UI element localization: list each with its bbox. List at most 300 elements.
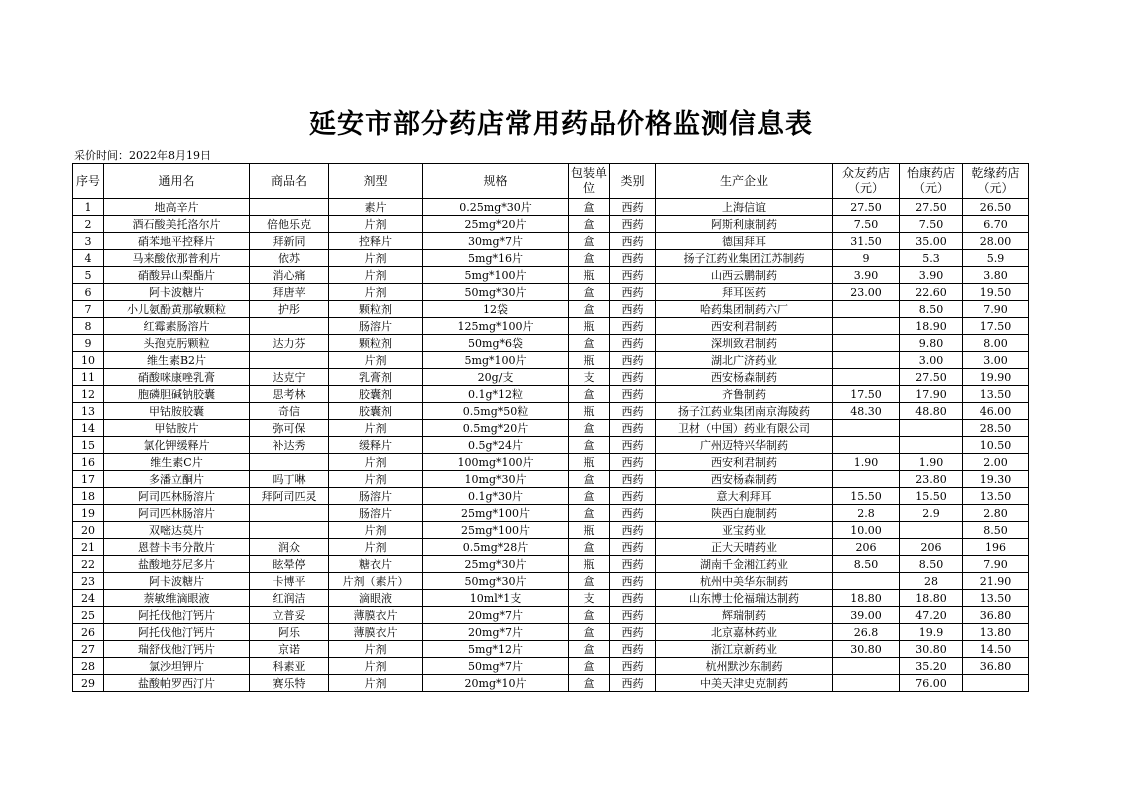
cell-price-yikang — [900, 420, 963, 437]
cell-price-qianyuan: 19.50 — [963, 284, 1029, 301]
cell-brand-name: 拜新同 — [250, 233, 329, 250]
cell-generic-name: 萘敏维滴眼液 — [104, 590, 250, 607]
cell-generic-name: 维生素C片 — [104, 454, 250, 471]
cell-generic-name: 硝酸异山梨酯片 — [104, 267, 250, 284]
cell-pack-unit: 瓶 — [569, 556, 610, 573]
cell-price-yikang: 7.50 — [900, 216, 963, 233]
table-row — [73, 318, 1029, 335]
cell-spec: 25mg*100片 — [423, 522, 569, 539]
cell-pack-unit: 盒 — [569, 675, 610, 692]
header-seq: 序号 — [73, 164, 104, 199]
cell-price-qianyuan: 8.50 — [963, 522, 1029, 539]
table-row — [73, 199, 1029, 216]
cell-seq: 1 — [73, 199, 104, 216]
cell-manufacturer: 杭州中美华东制药 — [656, 573, 833, 590]
cell-manufacturer: 扬子江药业集团南京海陵药 — [656, 403, 833, 420]
cell-dosage-form: 胶囊剂 — [329, 403, 423, 420]
cell-price-zhongyou — [833, 471, 900, 488]
cell-price-qianyuan: 7.90 — [963, 556, 1029, 573]
cell-seq: 16 — [73, 454, 104, 471]
cell-category: 西药 — [610, 250, 656, 267]
cell-spec: 0.1g*12粒 — [423, 386, 569, 403]
cell-seq: 21 — [73, 539, 104, 556]
cell-manufacturer: 阿斯利康制药 — [656, 216, 833, 233]
cell-brand-name: 科素亚 — [250, 658, 329, 675]
header-manufacturer: 生产企业 — [656, 164, 833, 199]
cell-seq: 23 — [73, 573, 104, 590]
cell-category: 西药 — [610, 352, 656, 369]
cell-dosage-form: 片剂 — [329, 471, 423, 488]
table-row — [73, 505, 1029, 522]
cell-brand-name: 消心痛 — [250, 267, 329, 284]
cell-spec: 5mg*12片 — [423, 641, 569, 658]
cell-brand-name: 润众 — [250, 539, 329, 556]
cell-seq: 24 — [73, 590, 104, 607]
cell-price-qianyuan: 3.80 — [963, 267, 1029, 284]
cell-category: 西药 — [610, 369, 656, 386]
cell-category: 西药 — [610, 403, 656, 420]
cell-manufacturer: 深圳致君制药 — [656, 335, 833, 352]
cell-generic-name: 头孢克肟颗粒 — [104, 335, 250, 352]
cell-manufacturer: 意大利拜耳 — [656, 488, 833, 505]
cell-pack-unit: 盒 — [569, 233, 610, 250]
cell-generic-name: 双嘧达莫片 — [104, 522, 250, 539]
cell-seq: 8 — [73, 318, 104, 335]
cell-price-yikang: 23.80 — [900, 471, 963, 488]
cell-price-zhongyou: 30.80 — [833, 641, 900, 658]
cell-spec: 12袋 — [423, 301, 569, 318]
cell-price-yikang: 18.80 — [900, 590, 963, 607]
cell-price-qianyuan: 7.90 — [963, 301, 1029, 318]
cell-brand-name: 弥可保 — [250, 420, 329, 437]
cell-brand-name: 达力芬 — [250, 335, 329, 352]
cell-pack-unit: 瓶 — [569, 454, 610, 471]
cell-generic-name: 盐酸地芬尼多片 — [104, 556, 250, 573]
cell-pack-unit: 盒 — [569, 505, 610, 522]
cell-generic-name: 阿托伐他汀钙片 — [104, 624, 250, 641]
cell-manufacturer: 正大天晴药业 — [656, 539, 833, 556]
cell-spec: 0.5mg*50粒 — [423, 403, 569, 420]
cell-brand-name — [250, 199, 329, 216]
cell-price-yikang: 5.3 — [900, 250, 963, 267]
cell-dosage-form: 片剂 — [329, 284, 423, 301]
cell-price-qianyuan: 8.00 — [963, 335, 1029, 352]
cell-price-zhongyou: 7.50 — [833, 216, 900, 233]
cell-manufacturer: 辉瑞制药 — [656, 607, 833, 624]
cell-category: 西药 — [610, 624, 656, 641]
table-row — [73, 522, 1029, 539]
cell-price-yikang — [900, 437, 963, 454]
cell-category: 西药 — [610, 641, 656, 658]
cell-manufacturer: 湖北广济药业 — [656, 352, 833, 369]
cell-brand-name: 奇信 — [250, 403, 329, 420]
cell-generic-name: 盐酸帕罗西汀片 — [104, 675, 250, 692]
header-row — [73, 164, 1029, 199]
cell-manufacturer: 上海信谊 — [656, 199, 833, 216]
cell-pack-unit: 支 — [569, 590, 610, 607]
cell-seq: 5 — [73, 267, 104, 284]
cell-spec: 50mg*7片 — [423, 658, 569, 675]
cell-pack-unit: 盒 — [569, 386, 610, 403]
cell-pack-unit: 盒 — [569, 641, 610, 658]
cell-price-zhongyou: 2.8 — [833, 505, 900, 522]
cell-price-qianyuan: 10.50 — [963, 437, 1029, 454]
cell-pack-unit: 盒 — [569, 539, 610, 556]
cell-pack-unit: 瓶 — [569, 267, 610, 284]
cell-brand-name: 思考林 — [250, 386, 329, 403]
table-row — [73, 675, 1029, 692]
header-pack-unit: 包装单位 — [569, 164, 610, 199]
cell-dosage-form: 糖衣片 — [329, 556, 423, 573]
table-row — [73, 216, 1029, 233]
cell-price-qianyuan: 2.80 — [963, 505, 1029, 522]
cell-seq: 22 — [73, 556, 104, 573]
cell-price-zhongyou — [833, 318, 900, 335]
cell-generic-name: 马来酸依那普利片 — [104, 250, 250, 267]
cell-price-zhongyou: 26.8 — [833, 624, 900, 641]
cell-price-yikang: 3.00 — [900, 352, 963, 369]
cell-brand-name: 依苏 — [250, 250, 329, 267]
cell-brand-name — [250, 454, 329, 471]
cell-price-yikang: 22.60 — [900, 284, 963, 301]
cell-manufacturer: 亚宝药业 — [656, 522, 833, 539]
cell-price-qianyuan: 13.80 — [963, 624, 1029, 641]
cell-price-qianyuan: 28.00 — [963, 233, 1029, 250]
cell-price-zhongyou — [833, 335, 900, 352]
cell-spec: 0.5mg*20片 — [423, 420, 569, 437]
cell-price-yikang: 47.20 — [900, 607, 963, 624]
cell-seq: 26 — [73, 624, 104, 641]
table-row — [73, 403, 1029, 420]
cell-dosage-form: 片剂 — [329, 522, 423, 539]
cell-price-yikang: 9.80 — [900, 335, 963, 352]
cell-category: 西药 — [610, 658, 656, 675]
cell-price-zhongyou: 9 — [833, 250, 900, 267]
cell-price-qianyuan: 17.50 — [963, 318, 1029, 335]
cell-manufacturer: 西安杨森制药 — [656, 369, 833, 386]
table-row — [73, 658, 1029, 675]
cell-spec: 50mg*30片 — [423, 284, 569, 301]
cell-brand-name — [250, 318, 329, 335]
cell-manufacturer: 浙江京新药业 — [656, 641, 833, 658]
cell-pack-unit: 盒 — [569, 471, 610, 488]
cell-spec: 10ml*1支 — [423, 590, 569, 607]
cell-generic-name: 阿司匹林肠溶片 — [104, 505, 250, 522]
cell-seq: 12 — [73, 386, 104, 403]
cell-brand-name: 拜唐苹 — [250, 284, 329, 301]
cell-pack-unit: 盒 — [569, 624, 610, 641]
cell-spec: 50mg*30片 — [423, 573, 569, 590]
cell-manufacturer: 广州迈特兴华制药 — [656, 437, 833, 454]
table-row — [73, 539, 1029, 556]
cell-price-yikang: 27.50 — [900, 369, 963, 386]
cell-pack-unit: 盒 — [569, 607, 610, 624]
cell-price-qianyuan: 13.50 — [963, 590, 1029, 607]
cell-price-qianyuan: 2.00 — [963, 454, 1029, 471]
cell-price-zhongyou — [833, 369, 900, 386]
cell-manufacturer: 扬子江药业集团江苏制药 — [656, 250, 833, 267]
cell-category: 西药 — [610, 437, 656, 454]
cell-generic-name: 甲钴胺胶囊 — [104, 403, 250, 420]
cell-generic-name: 阿司匹林肠溶片 — [104, 488, 250, 505]
cell-price-zhongyou: 39.00 — [833, 607, 900, 624]
cell-price-zhongyou: 15.50 — [833, 488, 900, 505]
cell-category: 西药 — [610, 590, 656, 607]
header-store-qianyuan: 乾缘药店（元） — [963, 164, 1029, 199]
cell-dosage-form: 乳膏剂 — [329, 369, 423, 386]
header-spec: 规格 — [423, 164, 569, 199]
cell-price-yikang: 3.90 — [900, 267, 963, 284]
table-row — [73, 488, 1029, 505]
cell-generic-name: 酒石酸美托洛尔片 — [104, 216, 250, 233]
cell-generic-name: 阿卡波糖片 — [104, 573, 250, 590]
page-title: 延安市部分药店常用药品价格监测信息表 — [309, 109, 813, 140]
cell-category: 西药 — [610, 284, 656, 301]
cell-price-qianyuan: 28.50 — [963, 420, 1029, 437]
cell-brand-name: 赛乐特 — [250, 675, 329, 692]
table-row — [73, 607, 1029, 624]
cell-manufacturer: 山西云鹏制药 — [656, 267, 833, 284]
cell-price-qianyuan: 13.50 — [963, 488, 1029, 505]
cell-price-qianyuan: 3.00 — [963, 352, 1029, 369]
cell-dosage-form: 片剂 — [329, 658, 423, 675]
cell-spec: 10mg*30片 — [423, 471, 569, 488]
cell-brand-name: 护彤 — [250, 301, 329, 318]
cell-dosage-form: 肠溶片 — [329, 488, 423, 505]
cell-price-zhongyou — [833, 573, 900, 590]
cell-price-qianyuan — [963, 675, 1029, 692]
cell-generic-name: 硝苯地平控释片 — [104, 233, 250, 250]
cell-seq: 17 — [73, 471, 104, 488]
cell-price-zhongyou — [833, 437, 900, 454]
cell-spec: 20g/支 — [423, 369, 569, 386]
cell-seq: 14 — [73, 420, 104, 437]
cell-category: 西药 — [610, 454, 656, 471]
cell-category: 西药 — [610, 318, 656, 335]
header-dosage-form: 剂型 — [329, 164, 423, 199]
cell-dosage-form: 素片 — [329, 199, 423, 216]
cell-dosage-form: 薄膜衣片 — [329, 607, 423, 624]
cell-dosage-form: 肠溶片 — [329, 318, 423, 335]
cell-price-yikang: 35.20 — [900, 658, 963, 675]
cell-manufacturer: 德国拜耳 — [656, 233, 833, 250]
cell-price-yikang: 18.90 — [900, 318, 963, 335]
cell-price-qianyuan: 13.50 — [963, 386, 1029, 403]
cell-category: 西药 — [610, 471, 656, 488]
cell-generic-name: 地高辛片 — [104, 199, 250, 216]
cell-brand-name: 红润洁 — [250, 590, 329, 607]
cell-category: 西药 — [610, 488, 656, 505]
cell-price-yikang: 27.50 — [900, 199, 963, 216]
cell-brand-name: 眩晕停 — [250, 556, 329, 573]
cell-manufacturer: 北京嘉林药业 — [656, 624, 833, 641]
cell-price-zhongyou — [833, 301, 900, 318]
cell-category: 西药 — [610, 386, 656, 403]
cell-brand-name: 达克宁 — [250, 369, 329, 386]
cell-price-zhongyou: 48.30 — [833, 403, 900, 420]
cell-category: 西药 — [610, 607, 656, 624]
cell-generic-name: 维生素B2片 — [104, 352, 250, 369]
cell-price-qianyuan: 19.30 — [963, 471, 1029, 488]
cell-price-zhongyou: 1.90 — [833, 454, 900, 471]
cell-seq: 7 — [73, 301, 104, 318]
cell-price-qianyuan: 19.90 — [963, 369, 1029, 386]
cell-manufacturer: 卫材（中国）药业有限公司 — [656, 420, 833, 437]
cell-spec: 0.1g*30片 — [423, 488, 569, 505]
header-store-yikang: 怡康药店（元） — [900, 164, 963, 199]
table-row — [73, 386, 1029, 403]
header-category: 类别 — [610, 164, 656, 199]
table-row — [73, 352, 1029, 369]
cell-pack-unit: 盒 — [569, 573, 610, 590]
cell-brand-name: 立普妥 — [250, 607, 329, 624]
cell-generic-name: 瑞舒伐他汀钙片 — [104, 641, 250, 658]
cell-price-qianyuan: 46.00 — [963, 403, 1029, 420]
cell-price-qianyuan: 6.70 — [963, 216, 1029, 233]
cell-price-zhongyou: 23.00 — [833, 284, 900, 301]
cell-dosage-form: 控释片 — [329, 233, 423, 250]
table-row — [73, 641, 1029, 658]
cell-manufacturer: 哈药集团制药六厂 — [656, 301, 833, 318]
cell-seq: 11 — [73, 369, 104, 386]
table-row — [73, 454, 1029, 471]
cell-category: 西药 — [610, 522, 656, 539]
cell-price-yikang: 2.9 — [900, 505, 963, 522]
cell-spec: 20mg*10片 — [423, 675, 569, 692]
cell-category: 西药 — [610, 573, 656, 590]
cell-dosage-form: 片剂 — [329, 539, 423, 556]
cell-brand-name: 吗丁啉 — [250, 471, 329, 488]
cell-price-yikang: 35.00 — [900, 233, 963, 250]
cell-seq: 27 — [73, 641, 104, 658]
cell-pack-unit: 盒 — [569, 437, 610, 454]
cell-price-qianyuan: 14.50 — [963, 641, 1029, 658]
cell-pack-unit: 瓶 — [569, 352, 610, 369]
table-row — [73, 437, 1029, 454]
cell-pack-unit: 盒 — [569, 301, 610, 318]
cell-price-zhongyou — [833, 675, 900, 692]
cell-generic-name: 红霉素肠溶片 — [104, 318, 250, 335]
cell-pack-unit: 盒 — [569, 420, 610, 437]
header-brand-name: 商品名 — [250, 164, 329, 199]
cell-manufacturer: 齐鲁制药 — [656, 386, 833, 403]
cell-seq: 9 — [73, 335, 104, 352]
cell-dosage-form: 片剂 — [329, 454, 423, 471]
cell-seq: 19 — [73, 505, 104, 522]
cell-seq: 10 — [73, 352, 104, 369]
table-row — [73, 573, 1029, 590]
cell-pack-unit: 瓶 — [569, 318, 610, 335]
cell-price-qianyuan: 21.90 — [963, 573, 1029, 590]
cell-price-zhongyou: 31.50 — [833, 233, 900, 250]
cell-spec: 5mg*100片 — [423, 267, 569, 284]
cell-dosage-form: 缓释片 — [329, 437, 423, 454]
table-row — [73, 590, 1029, 607]
cell-seq: 13 — [73, 403, 104, 420]
cell-price-zhongyou: 3.90 — [833, 267, 900, 284]
cell-dosage-form: 滴眼液 — [329, 590, 423, 607]
cell-seq: 20 — [73, 522, 104, 539]
table-row — [73, 284, 1029, 301]
cell-category: 西药 — [610, 556, 656, 573]
cell-category: 西药 — [610, 505, 656, 522]
cell-spec: 20mg*7片 — [423, 607, 569, 624]
cell-manufacturer: 拜耳医药 — [656, 284, 833, 301]
cell-price-yikang: 206 — [900, 539, 963, 556]
cell-price-zhongyou — [833, 352, 900, 369]
cell-price-yikang: 28 — [900, 573, 963, 590]
table-row — [73, 301, 1029, 318]
cell-category: 西药 — [610, 267, 656, 284]
cell-brand-name: 拜阿司匹灵 — [250, 488, 329, 505]
cell-manufacturer: 中美天津史克制药 — [656, 675, 833, 692]
cell-price-zhongyou: 18.80 — [833, 590, 900, 607]
cell-spec: 5mg*16片 — [423, 250, 569, 267]
cell-price-yikang: 76.00 — [900, 675, 963, 692]
table-row — [73, 556, 1029, 573]
cell-seq: 2 — [73, 216, 104, 233]
cell-dosage-form: 片剂 — [329, 420, 423, 437]
table-row — [73, 369, 1029, 386]
cell-price-qianyuan: 36.80 — [963, 658, 1029, 675]
price-table — [72, 163, 1029, 692]
cell-manufacturer: 陕西白鹿制药 — [656, 505, 833, 522]
cell-seq: 29 — [73, 675, 104, 692]
cell-spec: 20mg*7片 — [423, 624, 569, 641]
cell-generic-name: 胞磷胆碱钠胶囊 — [104, 386, 250, 403]
cell-price-qianyuan: 196 — [963, 539, 1029, 556]
table-row — [73, 624, 1029, 641]
header-generic-name: 通用名 — [104, 164, 250, 199]
cell-pack-unit: 盒 — [569, 335, 610, 352]
cell-price-zhongyou — [833, 420, 900, 437]
table-row — [73, 471, 1029, 488]
table-row — [73, 420, 1029, 437]
cell-price-yikang: 17.90 — [900, 386, 963, 403]
cell-price-zhongyou: 17.50 — [833, 386, 900, 403]
cell-pack-unit: 盒 — [569, 284, 610, 301]
header-store-zhongyou: 众友药店（元） — [833, 164, 900, 199]
cell-category: 西药 — [610, 216, 656, 233]
cell-generic-name: 氯化钾缓释片 — [104, 437, 250, 454]
cell-dosage-form: 肠溶片 — [329, 505, 423, 522]
cell-seq: 6 — [73, 284, 104, 301]
cell-spec: 25mg*100片 — [423, 505, 569, 522]
cell-brand-name: 补达秀 — [250, 437, 329, 454]
cell-dosage-form: 颗粒剂 — [329, 301, 423, 318]
cell-pack-unit: 盒 — [569, 250, 610, 267]
cell-brand-name — [250, 352, 329, 369]
cell-seq: 15 — [73, 437, 104, 454]
cell-dosage-form: 片剂 — [329, 267, 423, 284]
cell-price-yikang: 1.90 — [900, 454, 963, 471]
cell-price-zhongyou: 27.50 — [833, 199, 900, 216]
table-row — [73, 250, 1029, 267]
cell-spec: 5mg*100片 — [423, 352, 569, 369]
cell-spec: 125mg*100片 — [423, 318, 569, 335]
cell-dosage-form: 片剂 — [329, 641, 423, 658]
cell-generic-name: 阿卡波糖片 — [104, 284, 250, 301]
cell-manufacturer: 西安利君制药 — [656, 454, 833, 471]
cell-generic-name: 甲钴胺片 — [104, 420, 250, 437]
cell-pack-unit: 支 — [569, 369, 610, 386]
cell-price-zhongyou: 8.50 — [833, 556, 900, 573]
cell-pack-unit: 瓶 — [569, 403, 610, 420]
cell-spec: 50mg*6袋 — [423, 335, 569, 352]
cell-price-zhongyou: 10.00 — [833, 522, 900, 539]
cell-spec: 25mg*20片 — [423, 216, 569, 233]
cell-spec: 30mg*7片 — [423, 233, 569, 250]
